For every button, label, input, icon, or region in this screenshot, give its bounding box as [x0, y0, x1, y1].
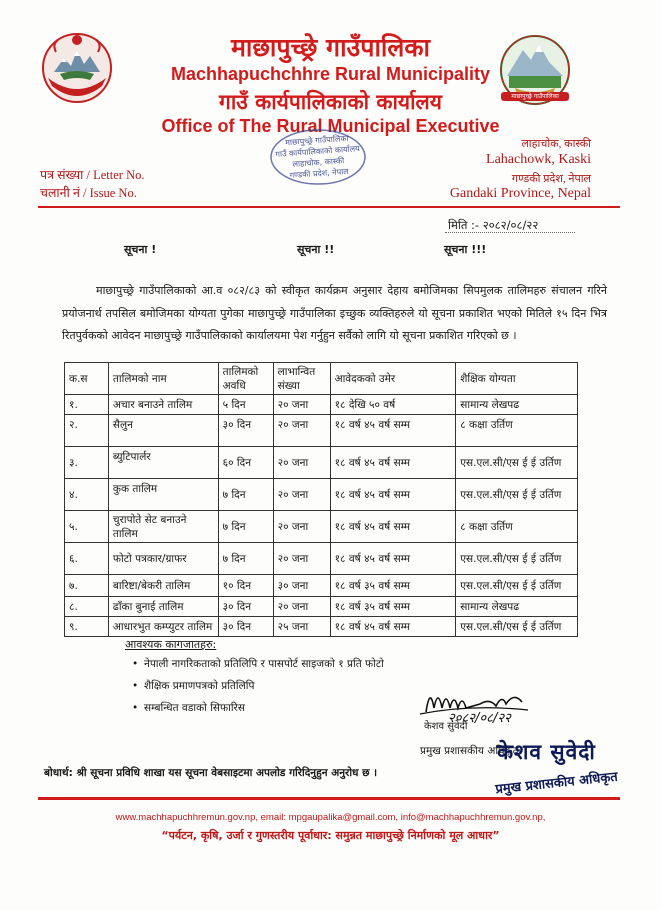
issue-no: चलानी नं / Issue No.: [40, 186, 137, 200]
name-stamp: केशव सुवेदी: [497, 740, 596, 764]
row-qualification: ८ कक्षा उर्तिण: [456, 415, 578, 447]
table-row: [65, 597, 578, 617]
row-qualification: सामान्य लेखपढ: [456, 597, 578, 617]
row-qualification: सामान्य लेखपढ: [456, 395, 578, 415]
table-row: [65, 395, 578, 415]
row-count: २० जना: [273, 479, 330, 511]
row-age: १८ वर्ष ४५ वर्ष सम्म: [330, 479, 456, 511]
row-qualification: एस.एल.सी/एस ई ई उर्तिण: [456, 543, 578, 575]
requirement-text: शैक्षिक प्रमाणपत्रको प्रतिलिपि: [144, 680, 255, 692]
table-row: [65, 479, 578, 511]
notice-body: माछापुच्छ्रे गाउँपालिकाको आ.व ०८२/८३ को स्वीकृत कार्यक्रम अनुसार देहाय बमोजिमका सिपमुलक तालिमहरु संचालन गरिने प्रयोजनार्थ तपसिल बमोजिमका योग्यता पुगेका माछापुच्छ्रे गाउँपालिका इच्छुक व्यक्तिहरुले यो सूचना प्रकाशित भएको मितिले १५ दिन भित्र रितपुर्वकको आवेदन माछापुच्छ्रे गाउँपालिकाको कार्यालयमा पेश गर्नुहुन सर्वैको लागि यो सूचना प्रकाशित गरिएको छ ।: [62, 284, 607, 342]
row-count: २० जना: [273, 597, 330, 617]
row-duration: ७ दिन: [218, 543, 273, 575]
header-name: तालिमको नाम: [108, 363, 218, 395]
table-row: [65, 575, 578, 597]
row-age: १८ वर्ष ४५ वर्ष सम्म: [330, 447, 456, 479]
logo-ribbon: माछापुच्छ्रे गाउँपालिका: [501, 92, 569, 101]
row-duration: ५ दिन: [218, 395, 273, 415]
row-sn: ९.: [65, 617, 109, 637]
row-name: बारिष्टा/बेकरी तालिम: [108, 575, 218, 597]
row-count: २० जना: [273, 447, 330, 479]
header-beneficiaries: लाभान्वित संख्या: [273, 363, 330, 395]
row-name: आधारभुत कम्प्युटर तालिम: [108, 617, 218, 637]
row-qualification: एस.एल.सी/एस ई ई उर्तिण: [456, 479, 578, 511]
table-row: [65, 543, 578, 575]
row-name: ढाँका बुनाई तालिम: [108, 597, 218, 617]
row-age: १८ वर्ष ४५ वर्ष सम्म: [330, 543, 456, 575]
row-duration: ३० दिन: [218, 597, 273, 617]
row-name: अचार बनाउने तालिम: [108, 395, 218, 415]
row-name: कुक तालिम: [108, 479, 218, 511]
stamp-line-2: गाउँ कार्यपालिकाको कार्यालय: [275, 144, 361, 159]
requirement-item: • शैक्षिक प्रमाणपत्रको प्रतिलिपि: [132, 680, 255, 692]
row-count: २० जना: [273, 543, 330, 575]
date-underline: [445, 232, 575, 233]
municipality-name-np: माछापुच्छ्रे गाउँपालिका: [230, 33, 431, 62]
municipality-name-en: Machhapuchchhre Rural Municipality: [170, 64, 491, 84]
office-name-en: Office of The Rural Municipal Executive: [161, 116, 500, 136]
signatory-name: केशव सुवेदी: [424, 721, 468, 732]
office-name-np: गाउँ कार्यपालिकाको कार्यालय: [219, 90, 442, 114]
row-sn: ७.: [65, 575, 109, 597]
notice-label-2: सूचना !!: [297, 243, 335, 256]
letter-no: पत्र संख्या / Letter No.: [40, 168, 145, 182]
row-sn: ५.: [65, 511, 109, 543]
table-row: [65, 511, 578, 543]
row-age: १८ वर्ष ४५ वर्ष सम्म: [330, 617, 456, 637]
footer-contacts: www.machhapuchhremun.gov.np, email: mpgaupalika@gmail.com, info@machhapuchhremun.gov.np,: [115, 812, 546, 823]
requirement-text: सम्बन्धित वडाको सिफारिस: [144, 702, 245, 714]
stamp-line-3: लाहाचोक, कास्की: [292, 156, 345, 169]
stamp-line-4: गण्डकी प्रदेश, नेपाल: [289, 166, 349, 181]
table-header-row: [65, 363, 578, 395]
row-duration: ३० दिन: [218, 415, 273, 447]
row-sn: १.: [65, 395, 109, 415]
header-duration: तालिमको अवधि: [218, 363, 273, 395]
row-age: १८ वर्ष ४५ वर्ष सम्म: [330, 415, 456, 447]
header-divider: [38, 206, 620, 208]
row-sn: ८.: [65, 597, 109, 617]
notice-label-1: सूचना !: [124, 243, 157, 256]
address-np-province: गण्डकी प्रदेश, नेपाल: [511, 173, 591, 185]
row-duration: १० दिन: [218, 575, 273, 597]
table-row: [65, 617, 578, 637]
requirement-item: • सम्बन्धित वडाको सिफारिस: [132, 702, 245, 714]
header-age: आवेदकको उमेर: [330, 363, 456, 395]
row-duration: ७ दिन: [218, 479, 273, 511]
row-count: २० जना: [273, 511, 330, 543]
row-name: फोटो पत्रकार/ग्राफर: [108, 543, 218, 575]
header-sn: क.स: [65, 363, 109, 395]
cc-note: बोधार्थ: श्री सूचना प्रविधि शाखा यस सूचना वेबसाइटमा अपलोड गरिदिनुहुन अनुरोध छ ।: [44, 767, 378, 779]
row-name: चुरापोते सेट बनाउने तालिम: [108, 511, 218, 543]
row-sn: ४.: [65, 479, 109, 511]
footer-slogan: “पर्यटन, कृषि, उर्जा र गुणस्तरीय पूर्वाधार: समुन्नत माछापुच्छ्रे निर्माणको मूल आधार”: [161, 829, 500, 842]
requirement-text: नेपाली नागरिकताको प्रतिलिपि र पासपोर्ट साइजको १ प्रति फोटो: [144, 658, 384, 670]
row-duration: ३० दिन: [218, 617, 273, 637]
address-en-province: Gandaki Province, Nepal: [449, 186, 591, 201]
footer-divider: [38, 797, 620, 800]
row-age: १८ वर्ष ३५ वर्ष सम्म: [330, 575, 456, 597]
training-table: [64, 362, 578, 637]
requirement-item: • नेपाली नागरिकताको प्रतिलिपि र पासपोर्ट साइजको १ प्रति फोटो: [132, 658, 384, 670]
row-duration: ७ दिन: [218, 511, 273, 543]
requirements-title: आवश्यक कागजातहरु:: [125, 638, 217, 651]
row-sn: ३.: [65, 447, 109, 479]
date: मिति :- २०८२/०८/२२: [448, 218, 539, 232]
row-duration: ६० दिन: [218, 447, 273, 479]
address-np-place: लाहाचोक, कास्की: [521, 138, 591, 150]
row-sn: २.: [65, 415, 109, 447]
office-stamp: [268, 128, 368, 186]
table-row: [65, 415, 578, 447]
row-qualification: एस.एल.सी/एस ई ई उर्तिण: [456, 447, 578, 479]
row-age: १८ वर्ष ४५ वर्ष सम्म: [330, 511, 456, 543]
signature-date: २०८२/०८/२२: [448, 711, 511, 726]
row-count: २५ जना: [273, 617, 330, 637]
table-row: [65, 447, 578, 479]
row-count: २० जना: [273, 395, 330, 415]
stamp-line-1: माछापुच्छ्रे गाउँपालिका: [284, 133, 349, 148]
row-qualification: एस.एल.सी/एस ई ई उर्तिण: [456, 617, 578, 637]
row-count: २० जना: [273, 415, 330, 447]
row-name: ब्युटिपार्लर: [108, 447, 218, 479]
header-qualification: शैक्षिक योग्यता: [456, 363, 578, 395]
row-count: ३० जना: [273, 575, 330, 597]
row-name: सैलुन: [108, 415, 218, 447]
row-qualification: एस.एल.सी/एस ई ई उर्तिण: [456, 575, 578, 597]
notice-label-3: सूचना !!!: [444, 243, 487, 256]
signatory-title: प्रमुख प्रशासकीय अधिकृत: [420, 745, 519, 757]
address-en-place: Lahachowk, Kaski: [486, 152, 591, 167]
row-age: १८ देखि ५० वर्ष: [330, 395, 456, 415]
title-stamp: प्रमुख प्रशासकीय अधिकृत: [494, 769, 619, 798]
row-sn: ६.: [65, 543, 109, 575]
row-age: १८ वर्ष ३५ वर्ष सम्म: [330, 597, 456, 617]
row-qualification: ८ कक्षा उर्तिण: [456, 511, 578, 543]
